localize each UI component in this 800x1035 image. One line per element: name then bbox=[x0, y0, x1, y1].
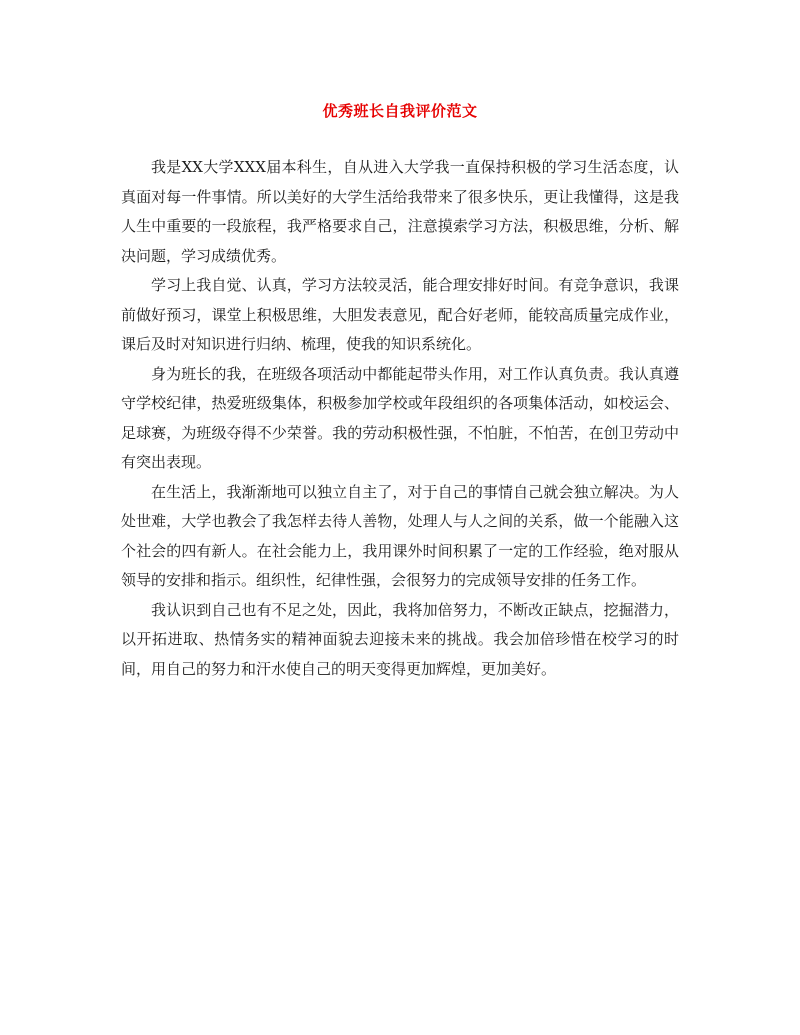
paragraph-conclusion: 我认识到自己也有不足之处，因此，我将加倍努力，不断改正缺点，挖掘潜力，以开拓进取、热情务实的精神面貌去迎接未来的挑战。我会加倍珍惜在校学习的时间，用自己的努力和汗水使自己的明天变得更加辉煌，更加美好。 bbox=[121, 600, 679, 678]
paragraph-intro: 我是XX大学XXX届本科生，自从进入大学我一直保持积极的学习生活态度，认真面对每一件事情。所以美好的大学生活给我带来了很多快乐，更让我懂得，这是我人生中重要的一段旅程，我严格要求自己，注意摸索学习方法，积极思维，分析、解决问题，学习成绩优秀。 bbox=[121, 158, 679, 265]
paragraph-study: 学习上我自觉、认真，学习方法较灵活，能合理安排好时间。有竞争意识，我课前做好预习，课堂上积极思维，大胆发表意见，配合好老师，能较高质量完成作业，课后及时对知识进行归纳、梳理，使我的知识系统化。 bbox=[121, 276, 679, 353]
document-title: 优秀班长自我评价范文 bbox=[322, 102, 478, 120]
document-body bbox=[121, 153, 679, 684]
paragraph-monitor-role: 身为班长的我，在班级各项活动中都能起带头作用，对工作认真负责。我认真遵守学校纪律，热爱班级集体，积极参加学校或年段组织的各项集体活动，如校运会、足球赛，为班级夺得不少荣誉。我的劳动积极性强，不怕脏，不怕苦，在创卫劳动中有突出表现。 bbox=[121, 364, 679, 471]
paragraph-life: 在生活上，我渐渐地可以独立自主了，对于自己的事情自己就会独立解决。为人处世难，大学也教会了我怎样去待人善物，处理人与人之间的关系，做一个能融入这个社会的四有新人。在社会能力上，我用课外时间积累了一定的工作经验，绝对服从领导的安排和指示。组织性，纪律性强，会很努力的完成领导安排的任务工作。 bbox=[121, 482, 679, 589]
